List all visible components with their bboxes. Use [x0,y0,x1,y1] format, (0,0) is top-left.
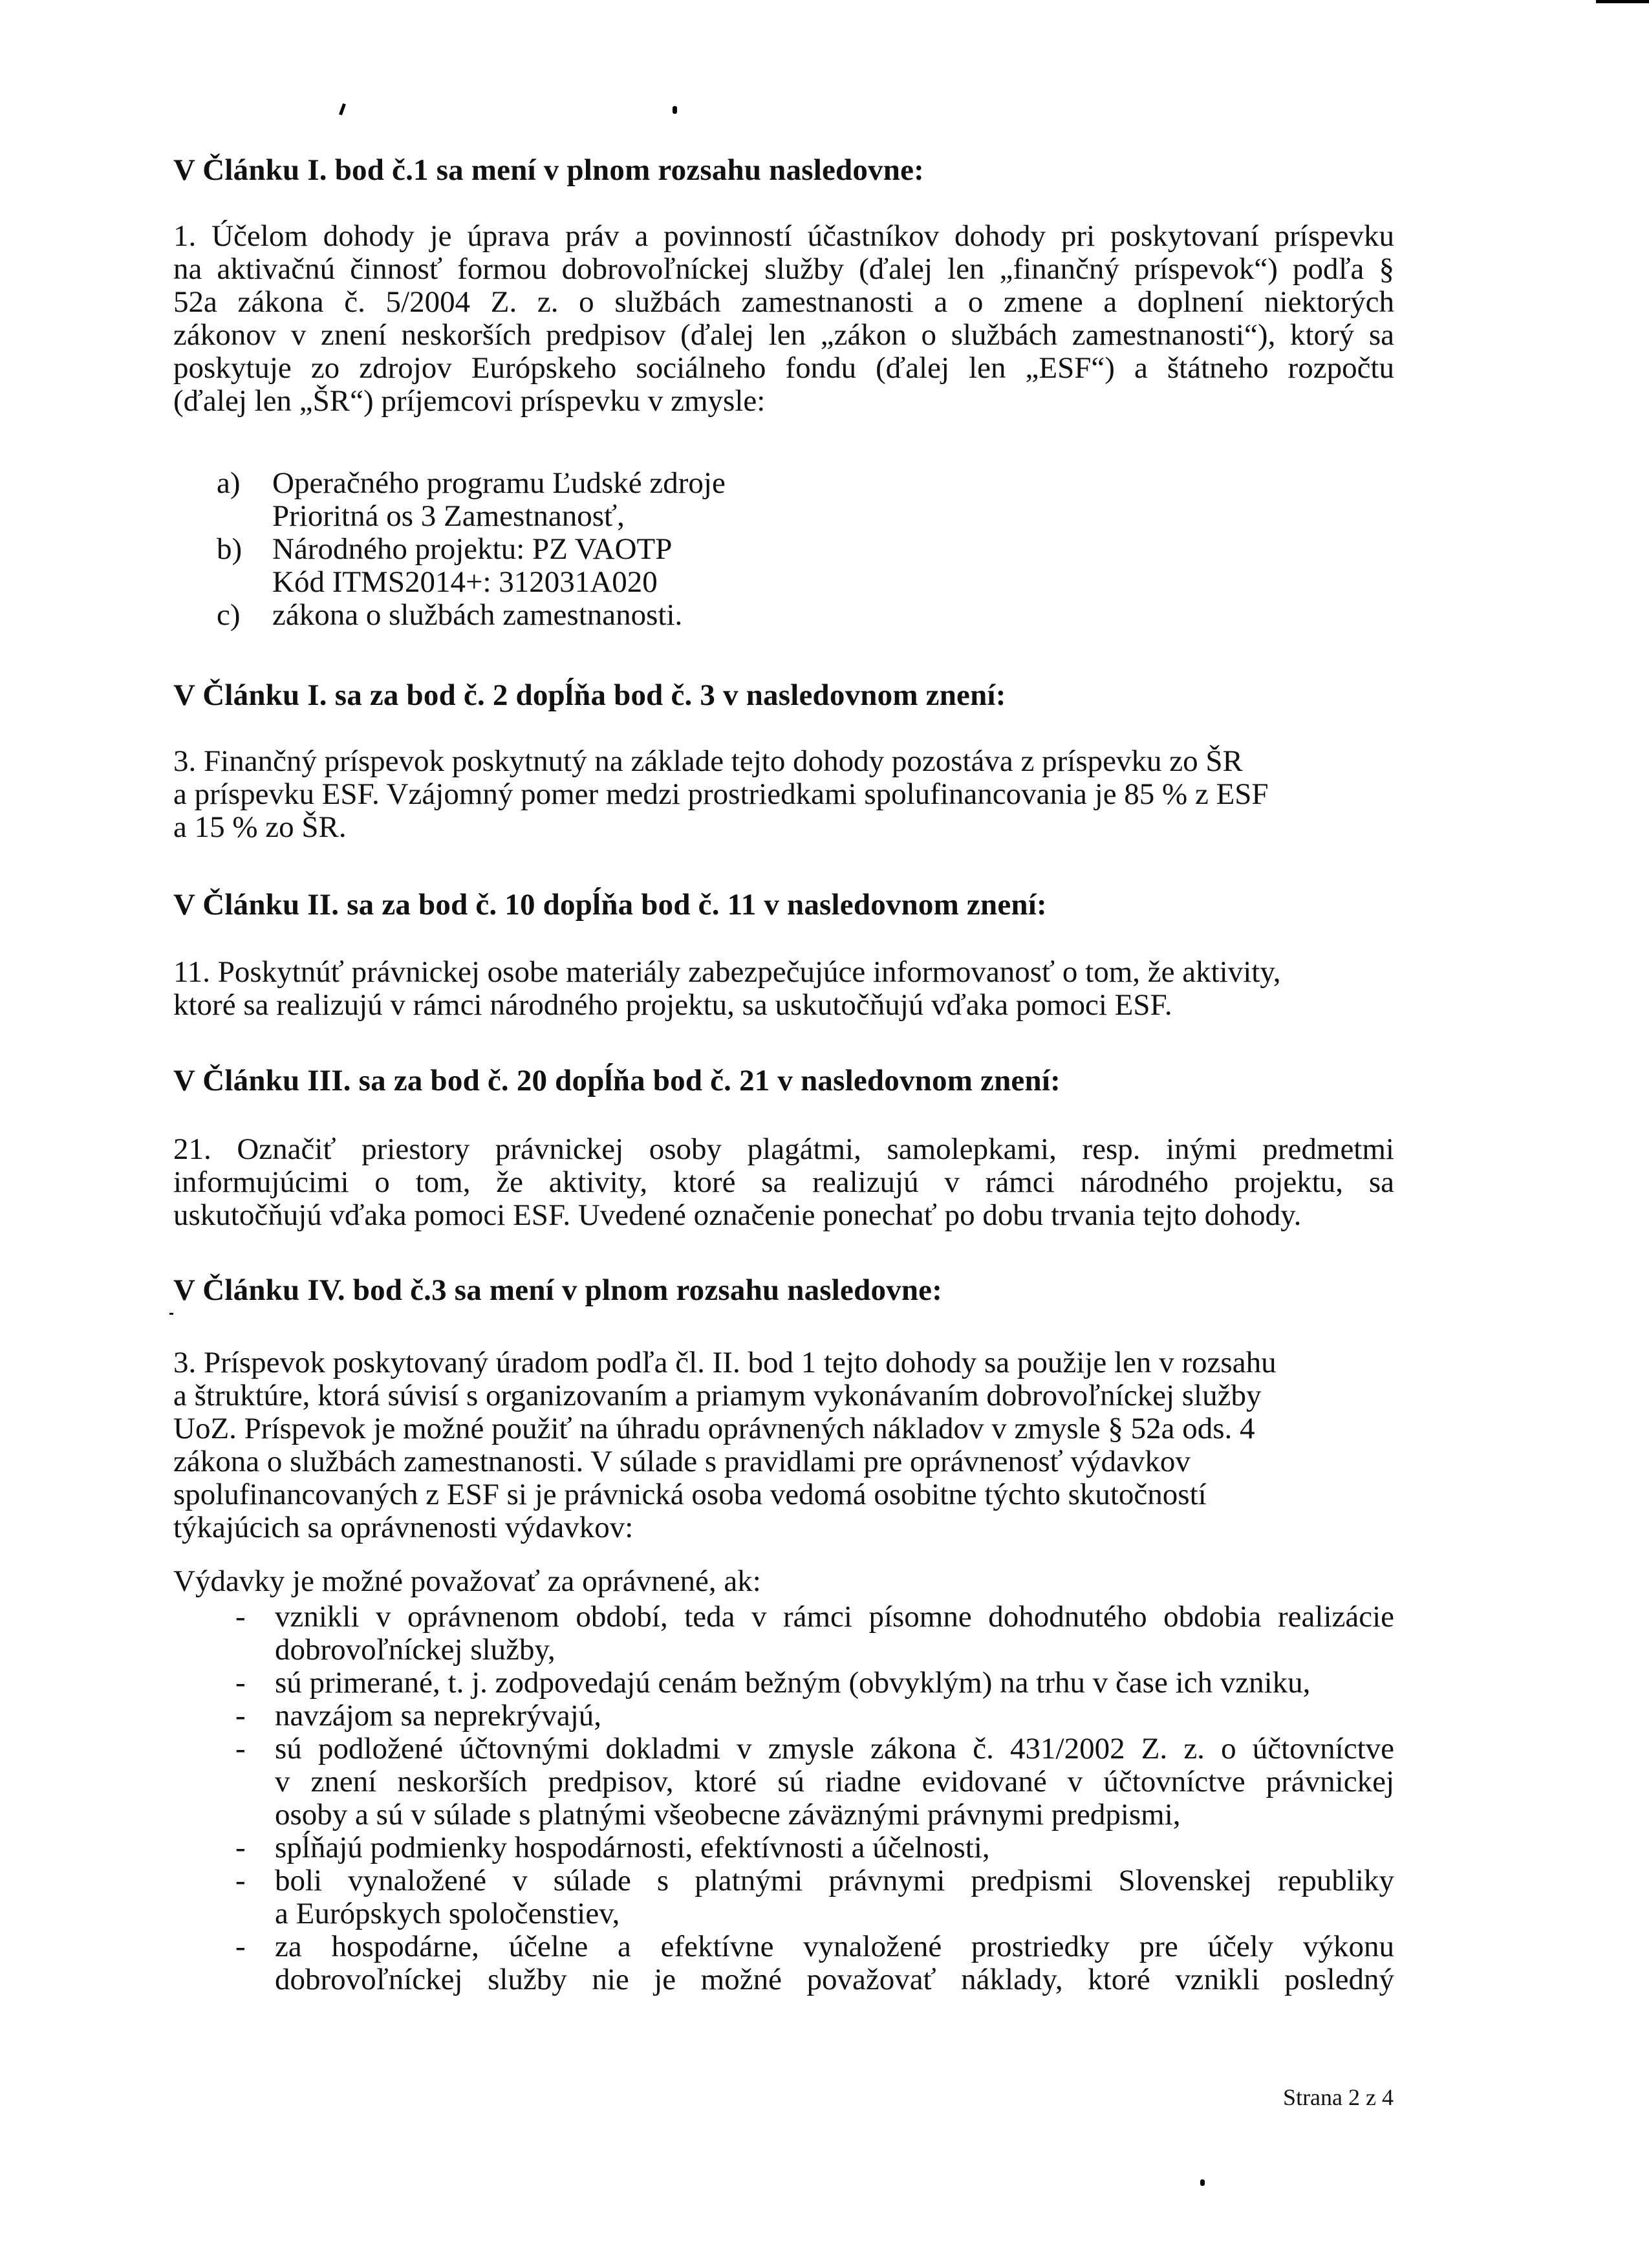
paragraph-line: a štruktúre, ktorá súvisí s organizovaním a priamym vykonávaním dobrovoľníckej služby [173,1379,1262,1412]
section-heading-1: V Článku I. bod č.1 sa mení v plnom rozsahu nasledovne: [173,153,925,187]
paragraph-line: (ďalej len „ŠR“) príjemcovi príspevku v zmysle: [173,384,766,418]
page-number: Strana 2 z 4 [1283,2084,1394,2110]
list-label: c) [217,598,241,632]
expenses-intro: Výdavky je možné považovať za oprávnené, ak: [173,1564,761,1598]
section-paragraph-3 [173,956,1394,1022]
bullet-line: boli vynaložené v súlade s platnými právnymi predpismi Slovenskej republiky [275,1864,1394,1897]
bullet-line: za hospodárne, účelne a efektívne vynaložené prostriedky pre účely výkonu [275,1930,1394,1963]
bullet-line: sú primerané, t. j. zodpovedajú cenám bežným (obvyklým) na trhu v čase ich vzniku, [275,1666,1311,1700]
eligibility-list [173,1601,1394,1996]
bullet-line: navzájom sa neprekrývajú, [275,1699,602,1733]
paragraph-line: ktoré sa realizujú v rámci národného projektu, sa uskutočňujú vďaka pomoci ESF. [173,988,1172,1022]
bullet-line: spĺňajú podmienky hospodárnosti, efektívnosti a účelnosti, [275,1831,990,1864]
bullet-line: v znení neskorších predpisov, ktoré sú riadne evidované v účtovníctve právnickej [275,1765,1394,1798]
paragraph-line: a príspevku ESF. Vzájomný pomer medzi prostriedkami spolufinancovania je 85 % z ESF [173,777,1269,811]
bullet-line: osoby a sú v súlade s platnými všeobecne záväznými právnymi predpismi, [275,1798,1181,1831]
section-heading-2: V Článku I. sa za bod č. 2 dopĺňa bod č. 3 v nasledovnom znení: [173,678,1006,712]
paragraph-line: 3. Finančný príspevok poskytnutý na základe tejto dohody pozostáva z príspevku zo ŠR [173,744,1243,778]
paragraph-line: týkajúcich sa oprávnenosti výdavkov: [173,1511,634,1544]
paragraph-line: a 15 % zo ŠR. [173,810,347,844]
paragraph-line: 1. Účelom dohody je úprava práv a povinností účastníkov dohody pri poskytovaní príspevku [173,219,1394,253]
list-text: Prioritná os 3 Zamestnanosť, [272,499,625,533]
list-item [173,1667,1394,1700]
list-item [173,1700,1394,1733]
paragraph-line: zákonov v znení neskorších predpisov (ďalej len „zákon o službách zamestnanosti“), ktorý sa [173,318,1394,352]
paragraph-line: uskutočňujú vďaka pomoci ESF. Uvedené označenie ponechať po dobu trvania tejto dohody. [173,1198,1302,1232]
dash-bullet: - [235,1732,246,1766]
dash-bullet: - [235,1666,246,1700]
bullet-line: sú podložené účtovnými dokladmi v zmysle zákona č. 431/2002 Z. z. o účtovníctve [275,1732,1394,1766]
paragraph-line: 11. Poskytnúť právnickej osobe materiály zabezpečujúce informovanosť o tom, že aktivity, [173,955,1281,989]
paragraph-line: poskytuje zo zdrojov Európskeho sociálneho fondu (ďalej len „ESF“) a štátneho rozpočtu [173,351,1394,385]
paragraph-line: 52a zákona č. 5/2004 Z. z. o službách zamestnanosti a o zmene a doplnení niektorých [173,285,1394,319]
bullet-line: a Európskych spoločenstiev, [275,1897,620,1930]
list-text: zákona o službách zamestnanosti. [272,598,683,632]
list-text: Národného projektu: PZ VAOTP [272,532,673,566]
dash-bullet: - [235,1600,246,1634]
list-item [173,1864,1394,1930]
list-text: Kód ITMS2014+: 312031A020 [272,565,658,599]
paragraph-line: informujúcimi o tom, že aktivity, ktoré sa realizujú v rámci národného projektu, sa [173,1165,1394,1199]
section-heading-4: V Článku III. sa za bod č. 20 dopĺňa bod č. 21 v nasledovnom znení: [173,1064,1061,1097]
dash-mark [169,1313,173,1315]
list-item [173,1831,1394,1864]
paragraph-line: na aktivačnú činnosť formou dobrovoľníckej služby (ďalej len „finančný príspevok“) podľa § [173,252,1394,286]
dash-bullet: - [235,1699,246,1733]
corner-bar [1596,0,1649,3]
section-paragraph-4 [173,1133,1394,1232]
dash-bullet: - [235,1930,246,1963]
bottom-dot [1200,2179,1205,2186]
list-item [173,1930,1394,1996]
paragraph-line: 3. Príspevok poskytovaný úradom podľa čl. II. bod 1 tejto dohody sa použije len v rozsahu [173,1346,1277,1379]
list-label: b) [217,532,242,566]
paragraph-line: spolufinancovaných z ESF si je právnická osoba vedomá osobitne týchto skutočností [173,1478,1207,1511]
bullet-line: dobrovoľníckej služby nie je možné považovať náklady, ktoré vznikli posledný [275,1963,1394,1996]
bullet-line: dobrovoľníckej služby, [275,1633,555,1667]
section-paragraph-2 [173,745,1394,844]
list-item [173,1601,1394,1667]
dash-bullet: - [235,1864,246,1897]
list-item [173,1733,1394,1831]
dot-mark [673,106,677,114]
list-label: a) [217,466,241,500]
section-paragraph-5 [173,1346,1394,1544]
paragraph-line: UoZ. Príspevok je možné použiť na úhradu oprávnených nákladov v zmysle § 52a ods. 4 [173,1412,1255,1445]
list-text: Operačného programu Ľudské zdroje [272,466,726,500]
paragraph-line: zákona o službách zamestnanosti. V súlade s pravidlami pre oprávnenosť výdavkov [173,1445,1191,1478]
section-heading-3: V Článku II. sa za bod č. 10 dopĺňa bod č. 11 v nasledovnom znení: [173,888,1047,922]
section-paragraph-1 [173,220,1394,418]
section-heading-5: V Článku IV. bod č.3 sa mení v plnom rozsahu nasledovne: [173,1273,943,1307]
paragraph-line: 21. Označiť priestory právnickej osoby plagátmi, samolepkami, resp. inými predmetmi [173,1132,1394,1166]
slash-mark [339,103,346,116]
bullet-line: vznikli v oprávnenom období, teda v rámci písomne dohodnutého obdobia realizácie [275,1600,1394,1634]
dash-bullet: - [235,1831,246,1864]
